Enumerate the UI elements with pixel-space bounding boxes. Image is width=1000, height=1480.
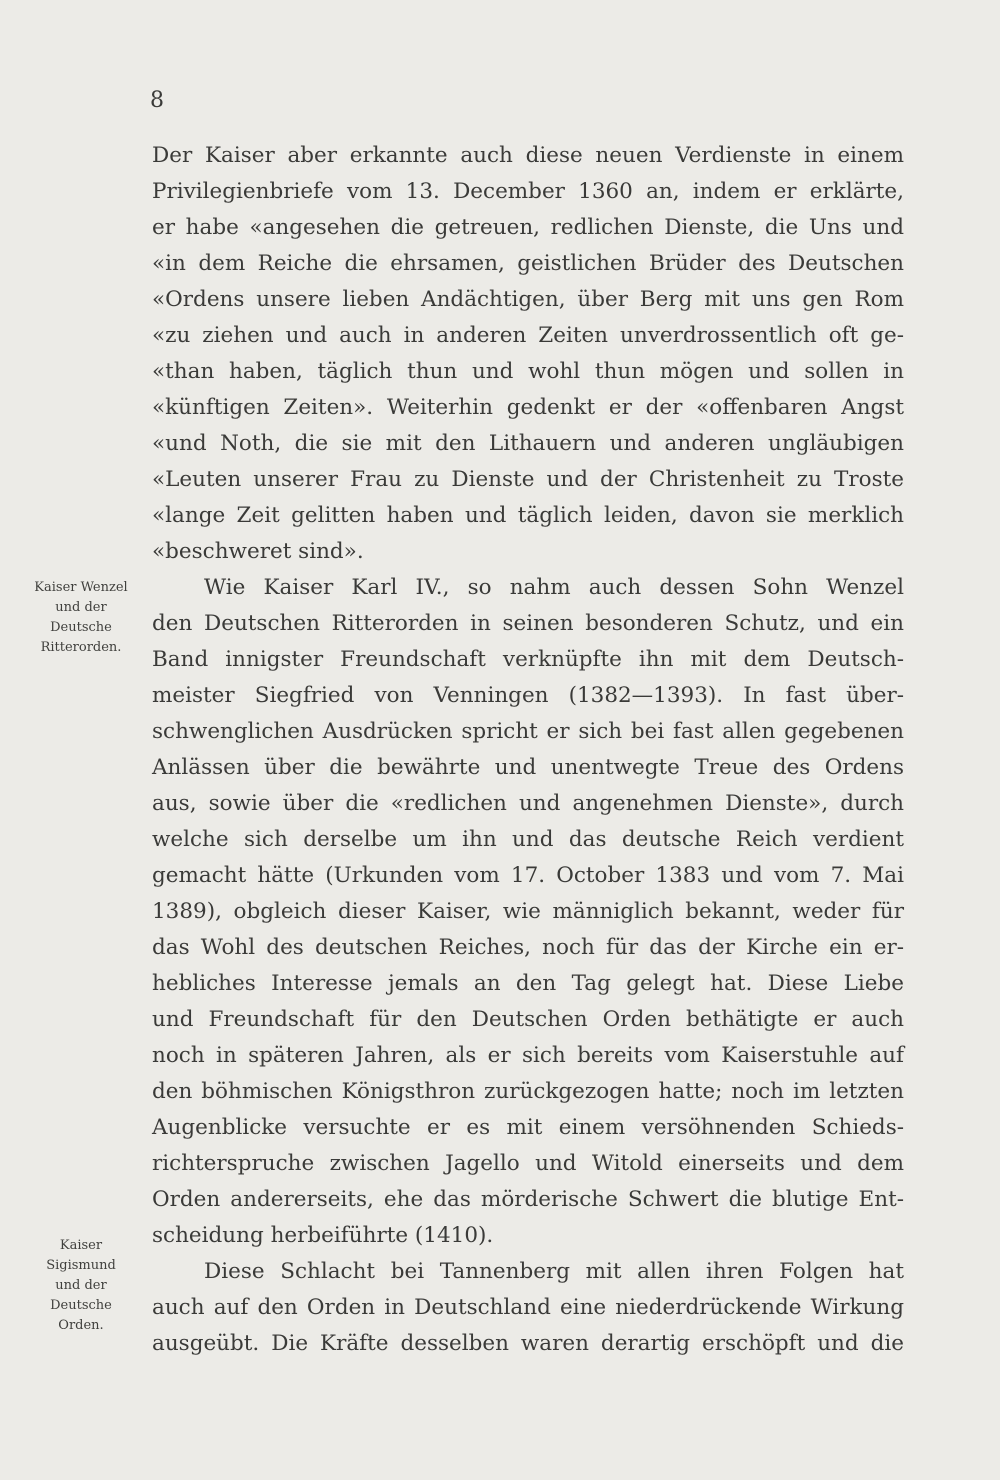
margin-note-wenzel	[22, 578, 140, 658]
margin-note-sigismund	[22, 1236, 140, 1336]
text-line: Diese Schlacht bei Tannenberg mit allen ihren Folgen hat	[204, 1259, 904, 1284]
text-line: Band innigster Freundschaft verknüpfte ihn mit dem Deutsch-	[152, 647, 904, 672]
text-line: «Leuten unserer Frau zu Dienste und der Christenheit zu Troste	[152, 467, 904, 492]
body-text	[152, 138, 904, 1362]
text-line: meister Siegfried von Venningen (1382—1393). In fast über-	[152, 683, 904, 708]
margin-note-line: und der	[55, 600, 107, 615]
text-line: er habe «angesehen die getreuen, redlichen Dienste, die Uns und	[152, 215, 904, 240]
margin-note-line: Sigismund	[46, 1258, 116, 1273]
text-line: Der Kaiser aber erkannte auch diese neuen Verdienste in einem	[152, 143, 904, 168]
text-line: welche sich derselbe um ihn und das deutsche Reich verdient	[152, 827, 904, 852]
text-line: gemacht hätte (Urkunden vom 17. October 1383 und vom 7. Mai	[152, 863, 904, 888]
text-line: das Wohl des deutschen Reiches, noch für das der Kirche ein er-	[152, 935, 904, 960]
text-line: «beschweret sind».	[152, 539, 364, 564]
text-line: hebliches Interesse jemals an den Tag gelegt hat. Diese Liebe	[152, 971, 904, 996]
text-line: noch in späteren Jahren, als er sich bereits vom Kaiserstuhle auf	[152, 1043, 904, 1068]
margin-note-line: Kaiser Wenzel	[34, 580, 128, 595]
text-line: Orden andererseits, ehe das mörderische Schwert die blutige Ent-	[152, 1187, 904, 1212]
text-line: schwenglichen Ausdrücken spricht er sich bei fast allen gegebenen	[152, 719, 904, 744]
margin-note-line: Ritterorden.	[40, 640, 122, 655]
page-number: 8	[150, 88, 165, 113]
margin-note-line: Kaiser	[59, 1238, 103, 1253]
margin-note-line: Orden.	[58, 1318, 104, 1333]
text-line: «than haben, täglich thun und wohl thun mögen und sollen in	[152, 359, 904, 384]
text-line: ausgeübt. Die Kräfte desselben waren derartig erschöpft und die	[152, 1331, 904, 1356]
text-line: 1389), obgleich dieser Kaiser, wie männiglich bekannt, weder für	[152, 899, 904, 924]
margin-note-line: Deutsche	[50, 620, 112, 635]
text-line: Augenblicke versuchte er es mit einem versöhnenden Schieds-	[152, 1115, 904, 1140]
text-line: scheidung herbeiführte (1410).	[152, 1223, 494, 1248]
text-line: Wie Kaiser Karl IV., so nahm auch dessen Sohn Wenzel	[204, 575, 904, 600]
text-line: aus, sowie über die «redlichen und angenehmen Dienste», durch	[152, 791, 904, 816]
text-line: richterspruche zwischen Jagello und Witold einerseits und dem	[152, 1151, 904, 1176]
text-line: «zu ziehen und auch in anderen Zeiten unverdrossentlich oft ge-	[152, 323, 904, 348]
text-line: den böhmischen Königsthron zurückgezogen hatte; noch im letzten	[152, 1079, 904, 1104]
margin-note-line: und der	[55, 1278, 107, 1293]
text-line: «in dem Reiche die ehrsamen, geistlichen Brüder des Deutschen	[152, 251, 904, 276]
text-line: «künftigen Zeiten». Weiterhin gedenkt er der «offenbaren Angst	[152, 395, 904, 420]
text-line: Anlässen über die bewährte und unentwegte Treue des Ordens	[152, 755, 904, 780]
text-line: Privilegienbriefe vom 13. December 1360 an, indem er erklärte,	[152, 179, 904, 204]
text-line: «lange Zeit gelitten haben und täglich leiden, davon sie merklich	[152, 503, 904, 528]
text-line: «Ordens unsere lieben Andächtigen, über Berg mit uns gen Rom	[152, 287, 904, 312]
text-line: den Deutschen Ritterorden in seinen besonderen Schutz, und ein	[152, 611, 904, 636]
text-line: und Freundschaft für den Deutschen Orden bethätigte er auch	[152, 1007, 904, 1032]
margin-note-line: Deutsche	[50, 1298, 112, 1313]
text-line: auch auf den Orden in Deutschland eine niederdrückende Wirkung	[152, 1295, 904, 1320]
text-line: «und Noth, die sie mit den Lithauern und anderen ungläubigen	[152, 431, 904, 456]
